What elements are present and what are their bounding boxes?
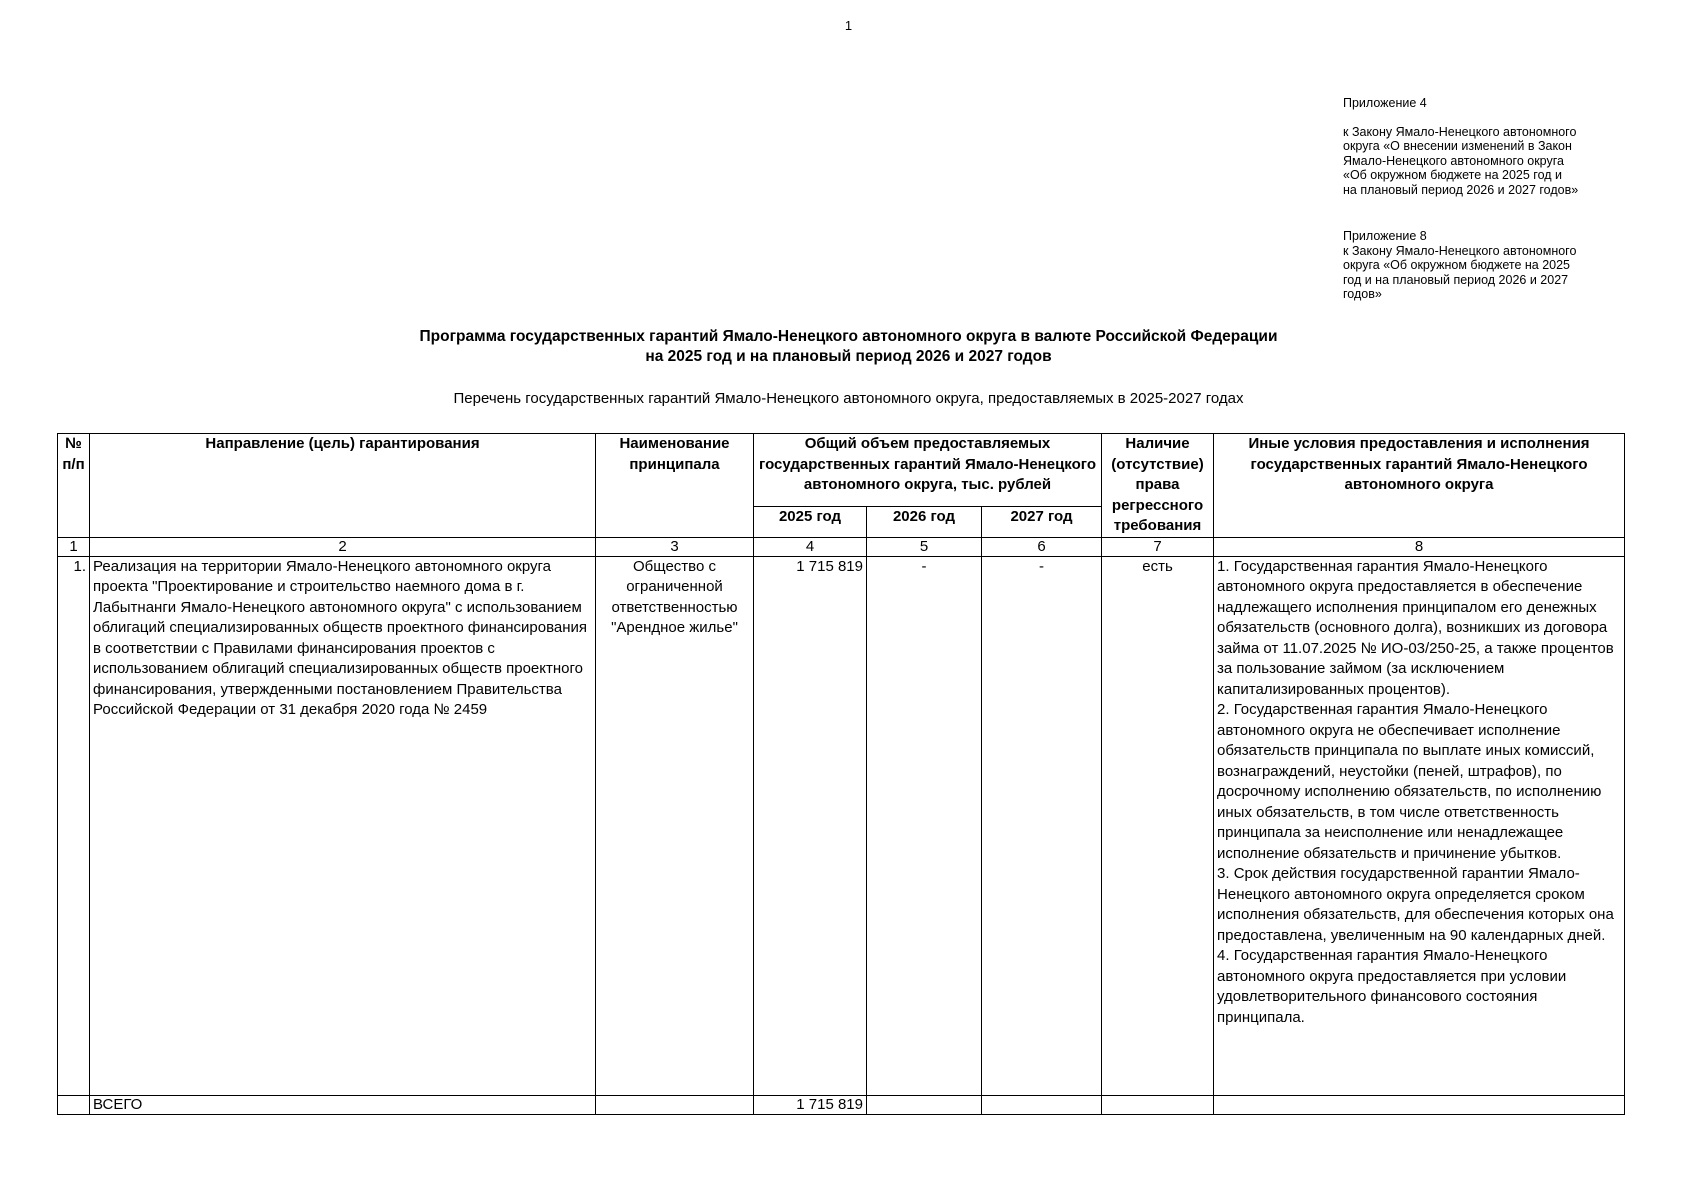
- condition-item: 4. Государственная гарантия Ямало-Ненецкого автономного округа предоставляется при условии удовлетворительного финансового состояния принципала.: [1217, 947, 1567, 1026]
- page-number: 1: [844, 18, 853, 33]
- total-recourse-cell: [1102, 1095, 1214, 1114]
- guarantees-table: [57, 433, 1625, 1115]
- annex-4-note: [1343, 96, 1643, 197]
- annex-4-basis: к Закону Ямало-Ненецкого автономного округа «О внесении изменений в Закон Ямало-Ненецкого автономного округа «Об окружном бюджете на 2025 год и на плановый период 2026 и 2027 годов»: [1343, 124, 1579, 197]
- total-num-cell: [58, 1095, 90, 1114]
- total-conditions-cell: [1214, 1095, 1625, 1114]
- other-conditions: [1214, 556, 1625, 1095]
- condition-item: 3. Срок действия государственной гарантии Ямало-Ненецкого автономного округа определяется сроком исполнения обязательств, для обеспечения которых она предоставлена, увеличенным на 90 календарных дней.: [1217, 865, 1614, 944]
- principal-name: Общество с ограниченной ответственностью "Арендное жилье": [596, 556, 754, 1095]
- recourse-right: есть: [1102, 556, 1214, 1095]
- header-recourse: Наличие (отсутствие) права регрессного требования: [1102, 434, 1214, 538]
- condition-item: 1. Государственная гарантия Ямало-Ненецкого автономного округа предоставляется в обеспечение надлежащего исполнения принципалом его денежных обязательств (основного долга), возникших из договора займа от 11.07.2025 № ИО-03/250-25, а также процентов за пользование займом (за исключением капитализированных процентов).: [1217, 557, 1614, 698]
- total-2026-cell: [867, 1095, 982, 1114]
- column-number: 6: [982, 537, 1102, 556]
- header-2027: 2027 год: [982, 506, 1102, 537]
- annex-4-title: Приложение 4: [1343, 96, 1427, 110]
- volume-2027: -: [982, 556, 1102, 1095]
- column-number: 3: [596, 537, 754, 556]
- column-number: 1: [58, 537, 90, 556]
- annex-8-title: Приложение 8: [1343, 229, 1427, 243]
- header-2025: 2025 год: [754, 506, 867, 537]
- column-number: 2: [90, 537, 596, 556]
- total-label: ВСЕГО: [90, 1095, 596, 1114]
- header-volume: Общий объем предоставляемых государственных гарантий Ямало-Ненецкого автономного округа, тыс. рублей: [754, 434, 1102, 507]
- column-number: 8: [1214, 537, 1625, 556]
- document-title: Программа государственных гарантий Ямало-Ненецкого автономного округа в валюте Российской Федерации на 2025 год и на плановый период 2026 и 2027 годов: [419, 328, 1278, 365]
- column-number-row: [58, 537, 1625, 556]
- volume-2026: -: [867, 556, 982, 1095]
- total-principal-cell: [596, 1095, 754, 1114]
- header-purpose: Направление (цель) гарантирования: [90, 434, 596, 538]
- table-row: [58, 556, 1625, 1095]
- total-2025: 1 715 819: [754, 1095, 867, 1114]
- header-conditions: Иные условия предоставления и исполнения государственных гарантий Ямало-Ненецкого автономного округа: [1214, 434, 1625, 538]
- total-2027-cell: [982, 1095, 1102, 1114]
- annex-8-basis: к Закону Ямало-Ненецкого автономного округа «Об окружном бюджете на 2025 год и на плановый период 2026 и 2027 годов»: [1343, 243, 1577, 301]
- header-num: № п/п: [58, 434, 90, 538]
- header-principal: Наименование принципала: [596, 434, 754, 538]
- row-number: 1.: [58, 556, 90, 1095]
- annex-8-note: [1343, 229, 1643, 302]
- total-row: [58, 1095, 1625, 1114]
- column-number: 7: [1102, 537, 1214, 556]
- column-number: 4: [754, 537, 867, 556]
- guarantee-purpose: Реализация на территории Ямало-Ненецкого автономного округа проекта "Проектирование и строительство наемного дома в г. Лабытнанги Ямало-Ненецкого автономного округа" с использованием облигаций специализированных обществ проектного финансирования в соответствии с Правилами финансирования проектов с использованием облигаций специализированных обществ проектного финансирования, утвержденными постановлением Правительства Российской Федерации от 31 декабря 2020 года № 2459: [90, 556, 596, 1095]
- volume-2025: 1 715 819: [754, 556, 867, 1095]
- document-subtitle: Перечень государственных гарантий Ямало-Ненецкого автономного округа, предоставляемых в 2025-2027 годах: [453, 390, 1244, 407]
- condition-item: 2. Государственная гарантия Ямало-Ненецкого автономного округа не обеспечивает исполнение обязательств принципала по выплате иных комиссий, вознаграждений, неустойки (пеней, штрафов), по досрочному исполнению обязательств, по исполнению иных обязательств, в том числе ответственность принципала за неисполнение или ненадлежащее исполнение обязательств и причинение убытков.: [1217, 701, 1602, 862]
- column-number: 5: [867, 537, 982, 556]
- header-2026: 2026 год: [867, 506, 982, 537]
